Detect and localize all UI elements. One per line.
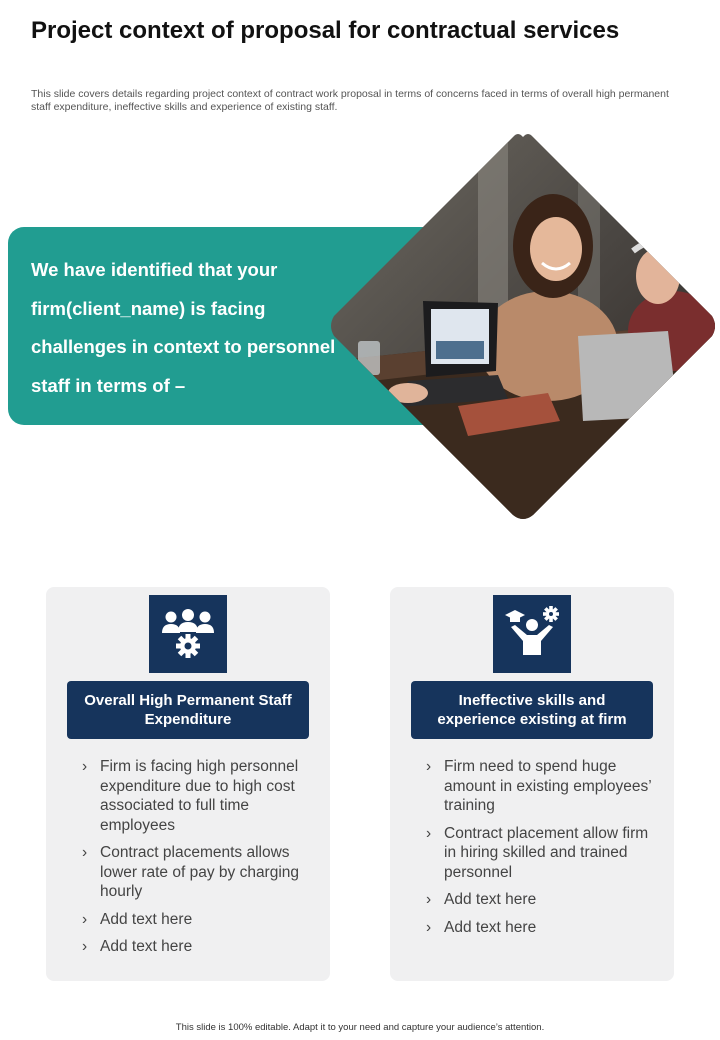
list-item: › Firm need to spend huge amount in existing employees’ training [424, 757, 654, 816]
list-item: › Add text here [424, 918, 654, 938]
list-item: › Firm is facing high personnel expenditure due to high cost associated to full time employees [80, 757, 310, 835]
list-item: › Contract placement allow firm in hiring skilled and trained personnel [424, 824, 654, 883]
banner-text: We have identified that your firm(client_name) is facing challenges in context to personnel staff in terms of – [31, 259, 336, 396]
team-gear-icon [149, 595, 227, 673]
footer-note: This slide is 100% editable. Adapt it to your need and capture your audience’s attention. [175, 1022, 545, 1033]
page-title: Project context of proposal for contractual services [31, 17, 620, 44]
bullet-list [424, 757, 654, 945]
skills-person-icon [493, 595, 571, 673]
list-item: › Add text here [424, 890, 654, 910]
card-ineffective-skills [390, 587, 674, 981]
list-item: › Add text here [80, 910, 310, 930]
list-item: › Add text here [80, 937, 310, 957]
people-meeting-photo [328, 131, 718, 521]
page-subtitle: This slide covers details regarding project context of contract work proposal in terms of concerns faced in terms of overall high permanent staff expenditure, ineffective skills and experience of existing staff. [31, 88, 669, 113]
card-staff-expenditure [46, 587, 330, 981]
bullet-list [80, 757, 310, 965]
list-item: › Contract placements allows lower rate of pay by charging hourly [80, 843, 310, 902]
card-heading: Overall High Permanent Staff Expenditure [67, 681, 309, 739]
card-heading: Ineffective skills and experience existing at firm [411, 681, 653, 739]
